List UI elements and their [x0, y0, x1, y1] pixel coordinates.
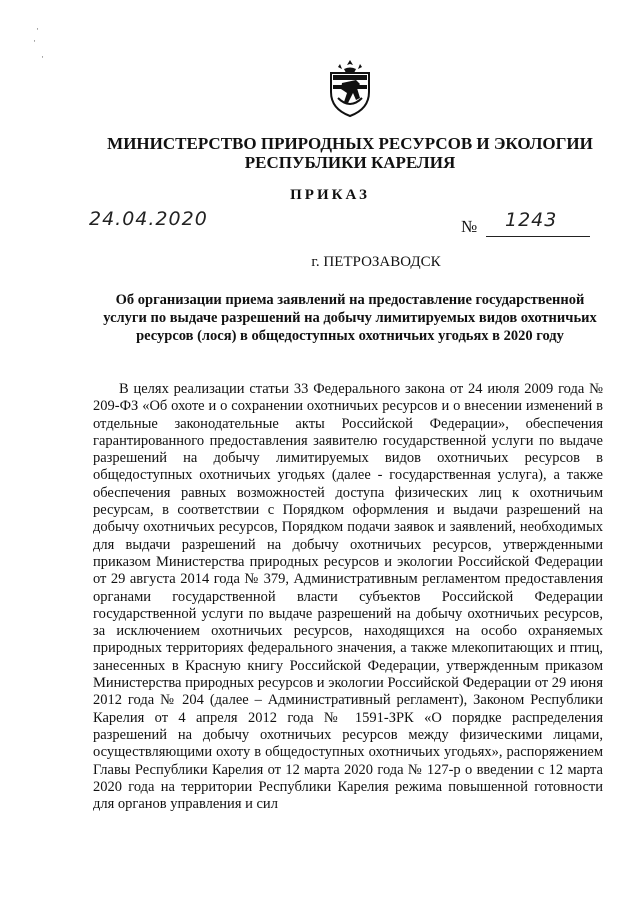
order-number-label: №	[461, 217, 478, 236]
scan-mark: ·	[33, 36, 36, 46]
order-date-handwritten: 24.04.2020	[89, 208, 208, 230]
ministry-name	[90, 134, 610, 172]
scan-mark: ·	[41, 52, 44, 62]
ministry-name-line-2: РЕСПУБЛИКИ КАРЕЛИЯ	[244, 153, 456, 172]
scan-mark: ·	[36, 24, 39, 34]
city-name: г. ПЕТРОЗАВОДСК	[311, 254, 441, 270]
order-number-handwritten: 1243	[505, 209, 558, 231]
coat-of-arms-emblem	[326, 58, 374, 118]
order-subject: Об организации приема заявлений на предоставление государственной услуги по выдаче разрешений на добычу лимитируемых видов охотничьих ресурсов (лося) в общедоступных охотничьих угодьях в 2020 году	[103, 292, 597, 344]
order-title: ПРИКАЗ	[290, 187, 370, 203]
ministry-name-line-1: МИНИСТЕРСТВО ПРИРОДНЫХ РЕСУРСОВ И ЭКОЛОГИИ	[107, 134, 593, 153]
order-number-underline	[486, 236, 590, 237]
order-body-paragraph: В целях реализации статьи 33 Федерального закона от 24 июля 2009 года № 209-ФЗ «Об охоте и о сохранении охотничьих ресурсов и о внесении изменений в отдельные законодательные акты Российской Федерации», обеспечения гарантированного предоставления заявителю государственной услуги по выдаче разрешений на добычу лимитируемых видов охотничьих ресурсов в общедоступных охотничьих угодьях (далее - государственная услуга), а также обеспечения равных возможностей доступа физических лиц к охотничьим ресурсам, в соответствии с Порядком оформления и выдачи разрешений на добычу охотничьих ресурсов, Порядком подачи заявок и заявлений, необходимых для выдачи разрешений на добычу охотничьих ресурсов, утвержденными приказом Министерства природных ресурсов и экологии Российской Федерации от 29 августа 2014 года № 379, Административным регламентом предоставления органами государственной власти субъектов Российской Федерации государственной услуги по выдаче разрешений на добычу охотничьих ресурсов, за исключением охотничьих ресурсов, находящихся на особо охраняемых природных территориях федерального значения, а также млекопитающих и птиц, занесенных в Красную книгу Российской Федерации, утвержденным приказом Министерства природных ресурсов и экологии Российской Федерации от 29 июня 2012 года № 204 (далее – Административный регламент), Законом Республики Карелия от 4 апреля 2012 года № 1591-ЗРК «О порядке распределения разрешений на добычу охотничьих ресурсов между физическими лицами, осуществляющими охоту в общедоступных охотничьих угодьях», распоряжением Главы Республики Карелия от 12 марта 2020 года № 127-р о введении с 12 марта 2020 года на территории Республики Карелия режима повышенной готовности для органов управления и сил	[93, 381, 603, 813]
